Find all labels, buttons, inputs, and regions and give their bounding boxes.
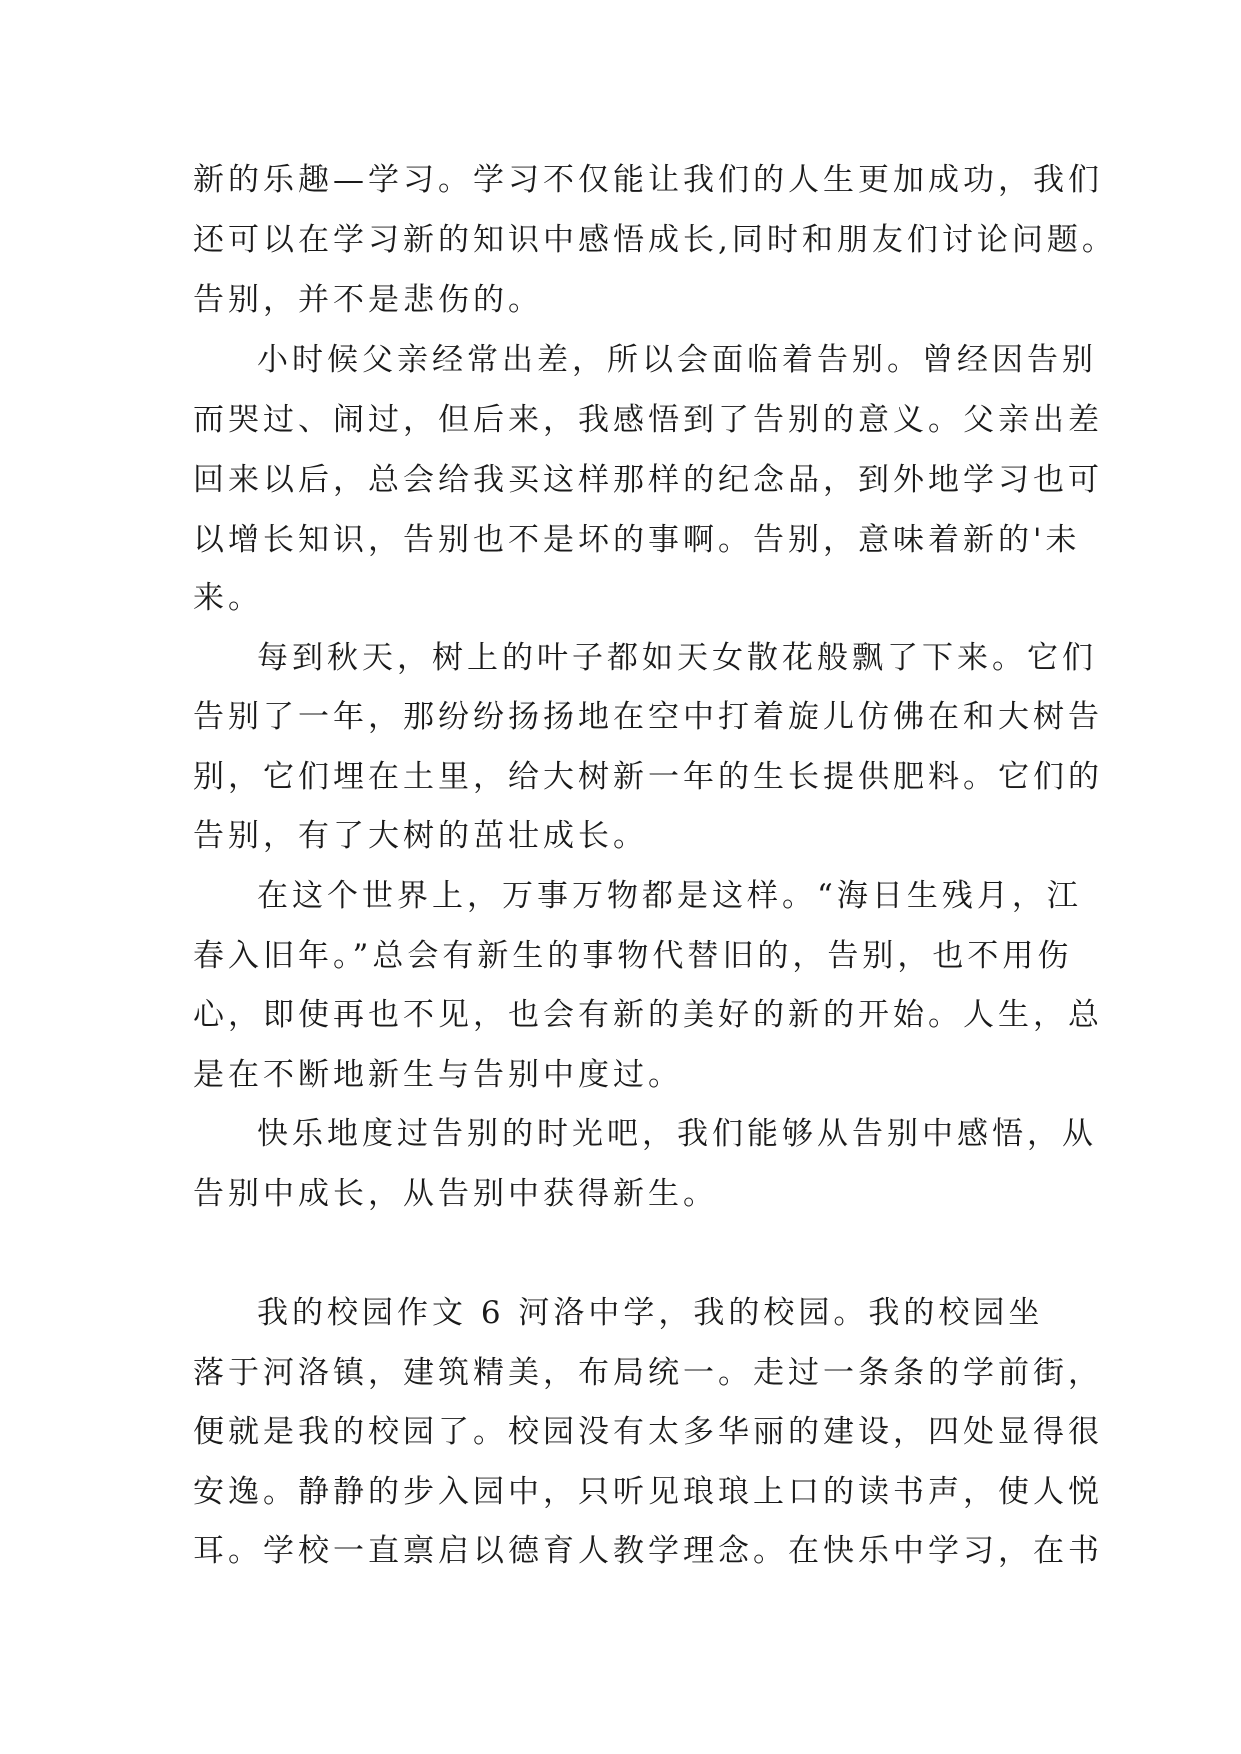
text-line-5: 而哭过、闹过，但后来，我感悟到了告别的意义。父亲出差 xyxy=(193,402,1103,438)
text-line-18: 告别中成长，从告别中获得新生。 xyxy=(193,1176,718,1212)
text-line-14: 春入旧年。”总会有新生的事物代替旧的，告别，也不用伤 xyxy=(193,938,1073,974)
text-line-10: 告别了一年，那纷纷扬扬地在空中打着旋儿仿佛在和大树告 xyxy=(193,699,1103,735)
text-line-13: 在这个世界上，万事万物都是这样。“海日生残月，江 xyxy=(257,878,1082,914)
text-line-11: 别，它们埋在土里，给大树新一年的生长提供肥料。它们的 xyxy=(193,759,1103,795)
text-line-16: 是在不断地新生与告别中度过。 xyxy=(193,1057,683,1093)
text-line-8: 来。 xyxy=(193,580,263,616)
text-line-12: 告别，有了大树的茁壮成长。 xyxy=(193,818,648,854)
text-line-19: 我的校园作文 6 河洛中学，我的校园。我的校园坐 xyxy=(257,1295,1044,1331)
text-line-22: 安逸。静静的步入园中，只听见琅琅上口的读书声，使人悦 xyxy=(193,1474,1103,1510)
text-line-6: 回来以后，总会给我买这样那样的纪念品，到外地学习也可 xyxy=(193,462,1103,498)
text-line-21: 便就是我的校园了。校园没有太多华丽的建设，四处显得很 xyxy=(193,1414,1103,1450)
text-line-9: 每到秋天，树上的叶子都如天女散花般飘了下来。它们 xyxy=(257,640,1097,676)
text-line-4: 小时候父亲经常出差，所以会面临着告别。曾经因告别 xyxy=(257,342,1097,378)
text-line-7: 以增长知识，告别也不是坏的事啊。告别，意味着新的'未 xyxy=(193,522,1081,558)
text-line-15: 心，即使再也不见，也会有新的美好的新的开始。人生，总 xyxy=(193,997,1103,1033)
text-line-20: 落于河洛镇，建筑精美，布局统一。走过一条条的学前街， xyxy=(193,1355,1103,1391)
text-line-1: 新的乐趣—学习。学习不仅能让我们的人生更加成功，我们 xyxy=(193,162,1103,198)
text-line-3: 告别，并不是悲伤的。 xyxy=(193,282,543,318)
text-line-2: 还可以在学习新的知识中感悟成长,同时和朋友们讨论问题。 xyxy=(193,222,1117,258)
text-line-23: 耳。学校一直禀启以德育人教学理念。在快乐中学习，在书 xyxy=(193,1533,1103,1569)
text-line-17: 快乐地度过告别的时光吧，我们能够从告别中感悟，从 xyxy=(257,1116,1097,1152)
